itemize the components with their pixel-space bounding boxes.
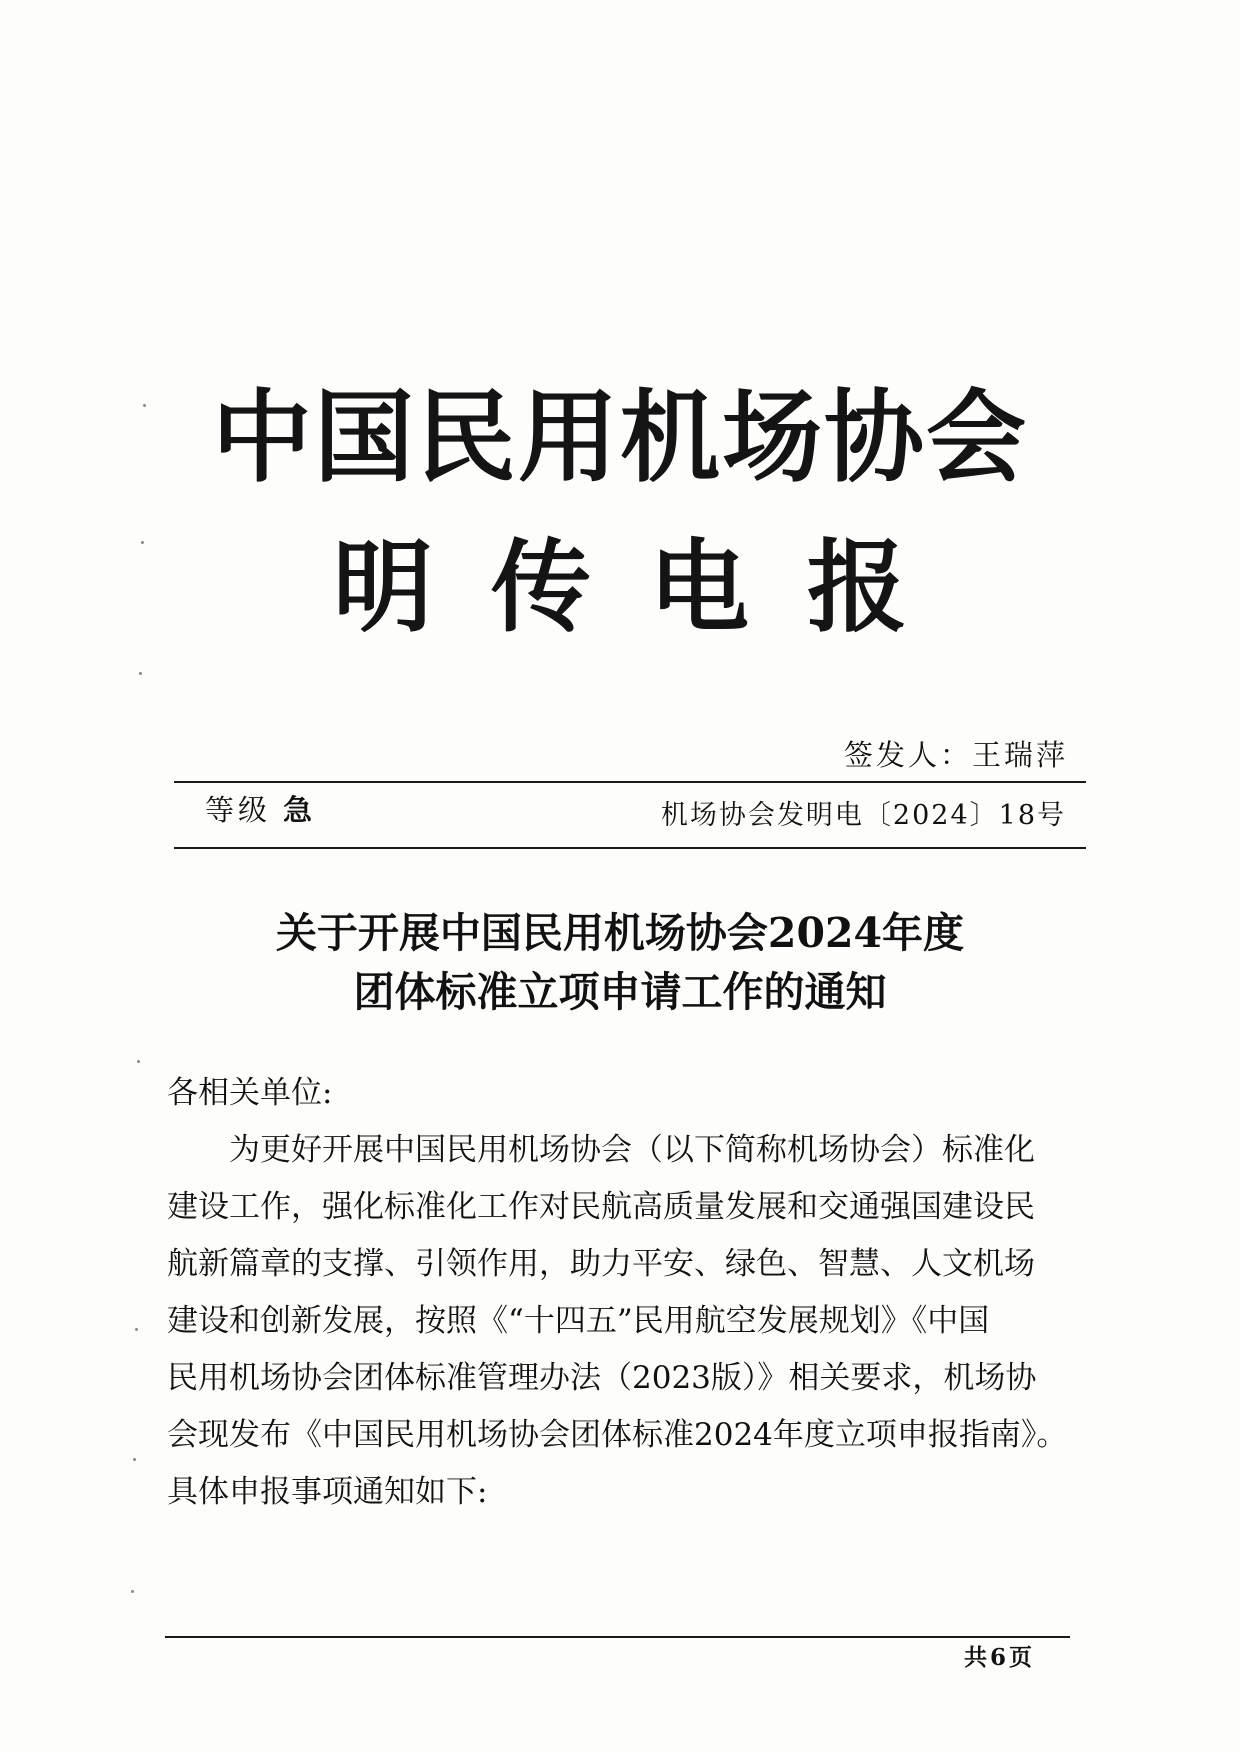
body-line: 为更好开展中国民用机场协会（以下简称机场协会）标准化 <box>167 1132 1035 1168</box>
scan-speck <box>137 1060 140 1063</box>
body-line: 会现发布《中国民用机场协会团体标准2024年度立项申报指南》。 <box>167 1417 1068 1453</box>
body-line: 航新篇章的支撑、引领作用，助力平安、绿色、智慧、人文机场 <box>167 1246 1035 1282</box>
notice-title-line-1: 关于开展中国民用机场协会2024年度 <box>275 909 965 957</box>
scan-speck <box>133 1458 136 1461</box>
urgency-grade <box>205 790 316 830</box>
body-line: 建设和创新发展，按照《“十四五”民用航空发展规划》《中国 <box>167 1303 990 1339</box>
scan-speck <box>135 1328 138 1331</box>
header-top-rule <box>174 781 1086 783</box>
scan-speck <box>143 404 146 407</box>
organization-header: 中国民用机场协会 <box>212 379 1028 496</box>
footer-rule <box>165 1636 1070 1638</box>
scan-speck <box>139 672 142 675</box>
page-count: 共6页 <box>963 1644 1035 1671</box>
document-type-header: 明传电报 <box>333 529 965 646</box>
grade-label: 等级 <box>205 793 272 827</box>
notice-title-line-2: 团体标准立项申请工作的通知 <box>353 968 887 1016</box>
body-line: 具体申报事项通知如下: <box>167 1474 488 1510</box>
body-line: 民用机场协会团体标准管理办法（2023版）》相关要求，机场协 <box>167 1360 1037 1396</box>
document-number: 机场协会发明电〔2024〕18号 <box>660 800 1066 831</box>
signer: 签发人：王瑞萍 <box>843 738 1068 772</box>
body-line: 建设工作，强化标准化工作对民航高质量发展和交通强国建设民 <box>167 1189 1035 1225</box>
grade-value: 急 <box>283 793 317 827</box>
scan-speck <box>131 1590 134 1593</box>
header-bottom-rule <box>174 847 1086 849</box>
salutation: 各相关单位: <box>167 1075 333 1111</box>
scan-speck <box>141 541 144 544</box>
